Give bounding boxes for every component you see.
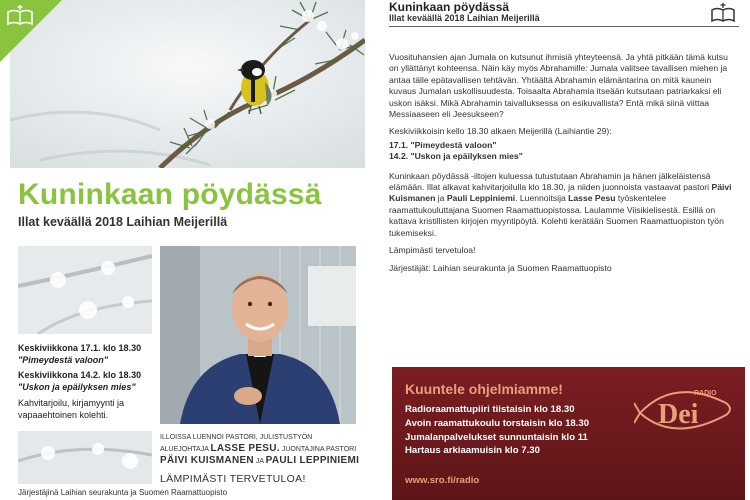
credits-line-1: ILLOISSA LUENNOI PASTORI, JULISTUSTYÖN xyxy=(160,434,313,441)
article-dates xyxy=(389,140,739,163)
poster-schedule xyxy=(18,342,158,421)
title-divider xyxy=(389,26,739,27)
snowy-branch-image-2 xyxy=(18,431,152,484)
radio-logo-small: RADIO xyxy=(694,390,717,397)
open-bible-icon xyxy=(6,4,34,28)
poster-welcome: LÄMPIMÄSTI TERVETULOA! xyxy=(160,473,306,485)
radio-dei-logo xyxy=(634,373,738,445)
speaker-photo xyxy=(160,246,356,424)
speaker-portrait-illustration xyxy=(160,246,356,424)
article-welcome: Lämpimästi tervetuloa! xyxy=(389,245,476,256)
article-intro: Vuosituhansien ajan Jumala on kutsunut ihmisiä yhteyteensä. Ja yhtä pitkään tämä kutsu on yllättänyt kohteensa. Näin käy myös Abrahamille: Jumala valitsee tavallisen miehen ja antaa tälle epätavallisen tehtävän. Yhtäältä Abrahamin elämäntarina on mitä kaunein kuvaus Jumalan uskollisuudesta. Toisaalta Abrahamia itseään kutsutaan patriarkaksi eli uskon isäksi. Mikä Abrahamin taivalluksessa on esikuvallista? Entä mikä siinä viittaa Messiaaseen eli Jeesukseen? xyxy=(389,52,728,120)
poster-organizers: Järjestäjinä Laihian seurakunta ja Suomen Raamattuopisto xyxy=(18,488,228,497)
details-part-a: Kuninkaan pöydässä -iltojen kuluessa tutustutaan Abrahamin ja hänen jälkeläistensä elämään. Illat alkavat kahvitarjoilulla klo 18.30, ja niiden juonnoista vastaavat pastori xyxy=(389,170,711,193)
credits-host-1: PÄIVI KUISMANEN xyxy=(160,455,254,466)
snowy-branch-image xyxy=(18,246,152,334)
radio-program-list xyxy=(405,403,589,458)
poster-subtitle: Illat keväällä 2018 Laihian Meijerillä xyxy=(18,215,228,229)
details-host-1: Päivi Kuismanen xyxy=(389,182,732,204)
bird-on-pine-illustration xyxy=(10,0,365,168)
article-organizers: Järjestäjät: Laihian seurakunta ja Suomen Raamattuopisto xyxy=(389,262,612,273)
article-when: Keskiviikkoisin kello 18.30 alkaen Meijerillä (Laihiantie 29): xyxy=(389,126,612,137)
credits-host-label: JUONTAJINA PASTORI xyxy=(281,446,357,453)
credits-and: JA xyxy=(255,458,264,465)
schedule-extra: Kahvitarjoilu, kirjamyynti ja vapaaehtoinen kolehti. xyxy=(18,398,125,420)
radio-program-3: Jumalanpalvelukset sunnuntaisin klo 11 xyxy=(405,431,588,443)
radio-program-1: Radioraamattupiiri tiistaisin klo 18.30 xyxy=(405,404,575,415)
poster-credits xyxy=(160,432,360,467)
radio-logo-big: Dei xyxy=(658,399,699,430)
radio-title: Kuuntele ohjelmiamme! xyxy=(405,381,563,397)
snowy-branch-illustration xyxy=(18,246,152,334)
credits-speaker: LASSE PESU. xyxy=(210,443,280,454)
details-and: ja xyxy=(437,193,445,204)
credits-host-2: PAULI LEPPINIEMI xyxy=(265,455,360,466)
article-page xyxy=(375,0,750,500)
radio-advert xyxy=(392,367,745,500)
details-speaker: Lasse Pesu xyxy=(568,193,616,204)
schedule-date-1: Keskiviikkona 17.1. klo 18.30 xyxy=(18,343,142,353)
snowy-branch-illustration-2 xyxy=(18,431,152,484)
schedule-date-2: Keskiviikkona 14.2. klo 18.30 xyxy=(18,370,142,380)
article-date-1: 17.1. "Pimeydestä valoon" xyxy=(389,139,497,150)
schedule-topic-2: "Uskon ja epäilyksen mies" xyxy=(18,382,136,392)
open-bible-icon xyxy=(711,2,735,24)
schedule-topic-1: "Pimeydestä valoon" xyxy=(18,355,109,365)
poster-title: Kuninkaan pöydässä xyxy=(18,178,322,211)
bird-photo xyxy=(10,0,365,168)
radio-program-2: Avoin raamattukoulu torstaisin klo 18.30 xyxy=(405,417,590,429)
article-date-2: 14.2. "Uskon ja epäilyksen mies" xyxy=(389,151,523,162)
article-body xyxy=(389,52,739,280)
article-details xyxy=(389,171,739,239)
details-host-2: Pauli Leppiniemi xyxy=(446,193,516,204)
article-subtitle: Illat keväällä 2018 Laihian Meijerillä xyxy=(389,13,540,23)
radio-url[interactable]: www.sro.fi/radio xyxy=(405,475,480,486)
details-part-b: . Luennoitsija xyxy=(515,193,566,204)
article-title: Kuninkaan pöydässä xyxy=(389,0,510,14)
details-part-c: työskentelee raamattukouluttajana Suomen Raamattuopistossa. Laulamme Viisikielisestä. Esillä on kattava kristillisten kirjojen myyntipöytä. Kolehti kerätään Suomen Raamattuopiston työn tukemiseksi. xyxy=(389,193,724,238)
credits-role: ALUEJOHTAJA xyxy=(160,446,209,453)
radio-program-4: Hartaus arkiaamuisin klo 7.30 xyxy=(405,445,540,457)
